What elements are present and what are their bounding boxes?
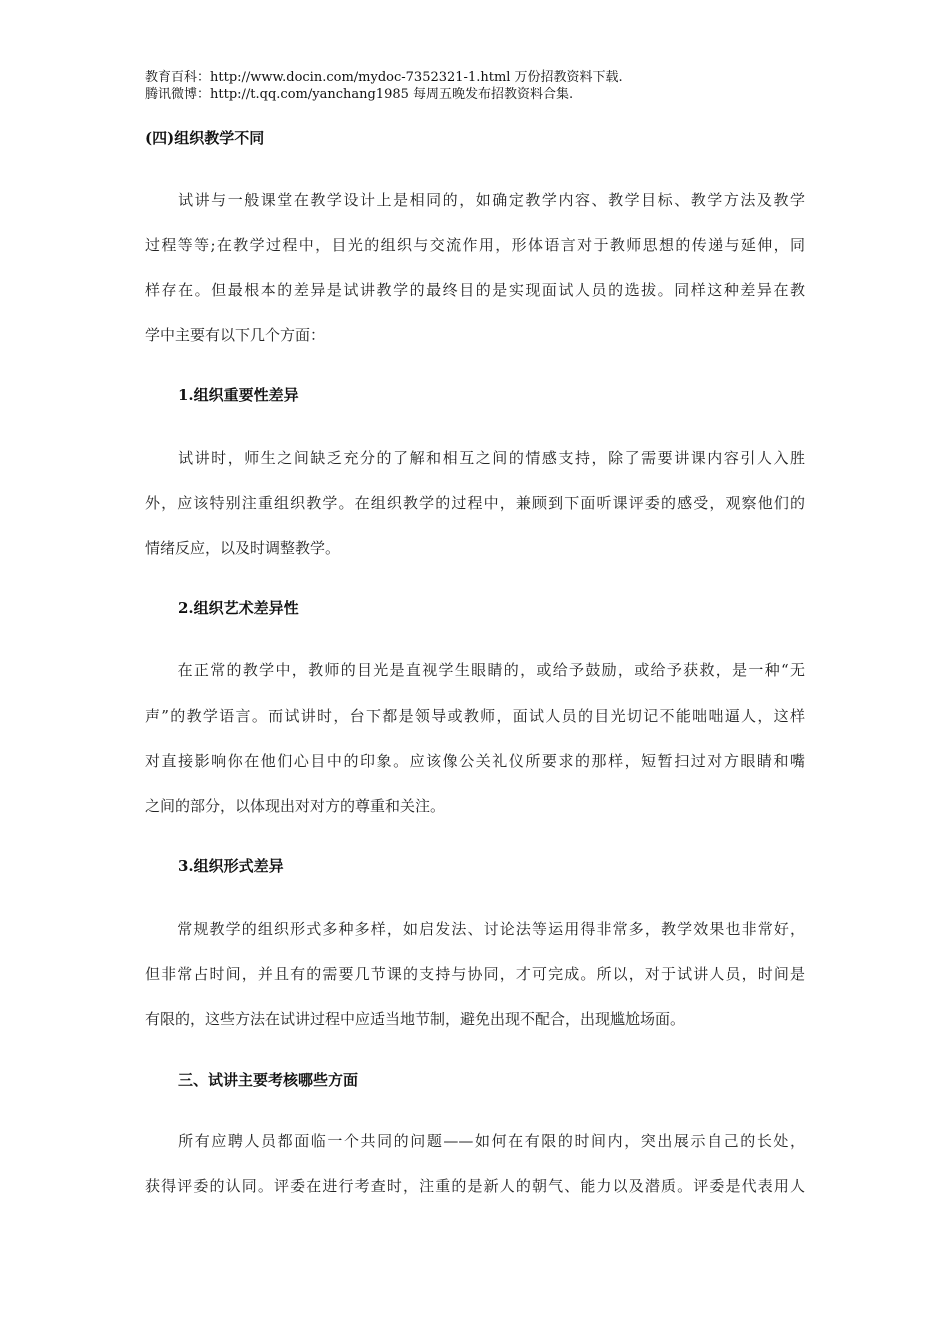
- paragraph-line: 试讲时，师生之间缺乏充分的了解和相互之间的情感支持，除了需要讲课内容引人入胜: [145, 449, 805, 467]
- header-line-docin: 教育百科：http://www.docin.com/mydoc-7352321-1.html 万份招教资料下载.: [145, 70, 623, 85]
- paragraph-line: 试讲与一般课堂在教学设计上是相同的，如确定教学内容、教学目标、教学方法及教学: [145, 191, 805, 209]
- item-2-heading: 2.组织艺术差异性: [178, 599, 299, 617]
- paragraph-line: 有限的，这些方法在试讲过程中应适当地节制，避免出现不配合，出现尴尬场面。: [145, 1010, 686, 1028]
- paragraph-line: 声”的教学语言。而试讲时，台下都是领导或教师，面试人员的目光切记不能咄咄逼人，这样: [145, 707, 805, 725]
- paragraph-line: 情绪反应，以及时调整教学。: [145, 539, 341, 557]
- item-1-heading: 1.组织重要性差异: [178, 386, 299, 404]
- paragraph-line: 对直接影响你在他们心目中的印象。应该像公关礼仪所要求的那样，短暂扫过对方眼睛和嘴: [145, 752, 805, 770]
- paragraph-line: 学中主要有以下几个方面：: [145, 326, 326, 344]
- section-4-heading: (四)组织教学不同: [145, 129, 265, 147]
- paragraph-line: 获得评委的认同。评委在进行考查时，注重的是新人的朝气、能力以及潜质。评委是代表用人: [145, 1177, 805, 1195]
- paragraph-line: 所有应聘人员都面临一个共同的问题——如何在有限的时间内，突出展示自己的长处，: [145, 1132, 805, 1150]
- item-3-heading: 3.组织形式差异: [178, 857, 284, 875]
- paragraph-line: 常规教学的组织形式多种多样，如启发法、讨论法等运用得非常多，教学效果也非常好，: [145, 920, 805, 938]
- section-3-heading: 三、试讲主要考核哪些方面: [178, 1071, 359, 1089]
- header-line-weibo: 腾讯微博：http://t.qq.com/yanchang1985 每周五晚发布招教资料合集.: [145, 87, 574, 102]
- paragraph-line: 之间的部分，以体现出对对方的尊重和关注。: [145, 797, 446, 815]
- paragraph-line: 样存在。但最根本的差异是试讲教学的最终目的是实现面试人员的选拔。同样这种差异在教: [145, 281, 805, 299]
- paragraph-line: 但非常占时间，并且有的需要几节课的支持与协同，才可完成。所以，对于试讲人员，时间是: [145, 965, 805, 983]
- paragraph-line: 在正常的教学中，教师的目光是直视学生眼睛的，或给予鼓励，或给予获救，是一种“无: [145, 661, 805, 679]
- paragraph-line: 外，应该特别注重组织教学。在组织教学的过程中，兼顾到下面听课评委的感受，观察他们的: [145, 494, 805, 512]
- paragraph-line: 过程等等;在教学过程中，目光的组织与交流作用，形体语言对于教师思想的传递与延伸，同: [145, 236, 805, 254]
